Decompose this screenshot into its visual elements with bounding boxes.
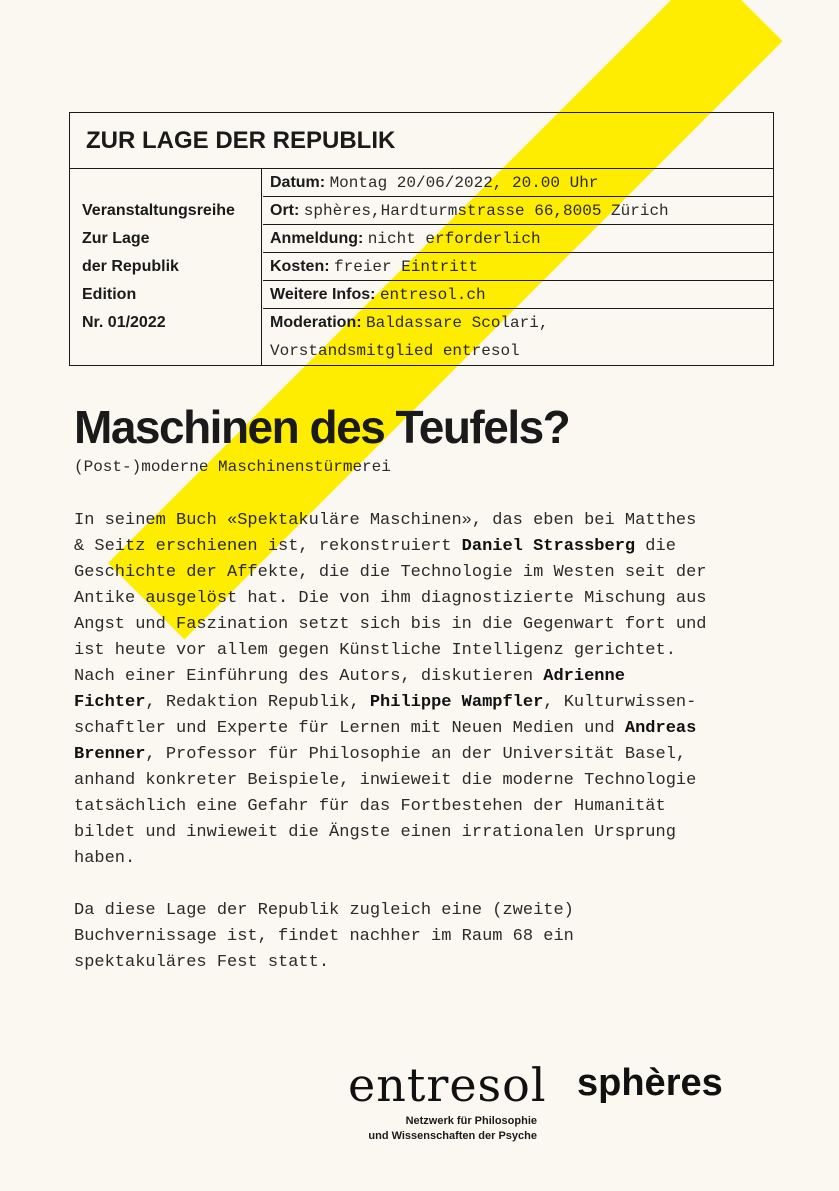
person-name: Philippe Wampfler bbox=[369, 693, 544, 712]
row-more-info bbox=[263, 281, 773, 309]
body-line: Nach einer Einführung des Autors, diskutieren Adrienne bbox=[74, 667, 625, 686]
person-name: Adrienne bbox=[543, 667, 625, 686]
body-line: spektakuläres Fest statt. bbox=[74, 953, 330, 972]
tagline-line: Netzwerk für Philosophie bbox=[405, 1115, 537, 1127]
row-moderation bbox=[263, 309, 773, 365]
row-date bbox=[263, 169, 773, 197]
row-cost bbox=[263, 253, 773, 281]
body-line: Antike ausgelöst hat. Die von ihm diagnostizierte Mischung aus bbox=[74, 589, 707, 608]
registration-value: nicht erforderlich bbox=[367, 230, 541, 248]
registration-label: Anmeldung: bbox=[270, 230, 364, 247]
headline: Maschinen des Teufels? bbox=[74, 401, 570, 453]
body-line: anhand konkreter Beispiele, inwieweit die moderne Technologie bbox=[74, 771, 697, 790]
body-line: Geschichte der Affekte, die die Technologie im Westen seit der bbox=[74, 563, 707, 582]
body-line: Angst und Faszination setzt sich bis in die Gegenwart fort und bbox=[74, 615, 707, 634]
location-label: Ort: bbox=[270, 202, 300, 219]
body-line: tatsächlich eine Gefahr für das Fortbestehen der Humanität bbox=[74, 797, 666, 816]
paragraph-1 bbox=[74, 508, 786, 872]
row-registration bbox=[263, 225, 773, 253]
series-line: Veranstaltungsreihe bbox=[82, 202, 235, 219]
body-line: Brenner, Professor für Philosophie an der Universität Basel, bbox=[74, 745, 687, 764]
moderation-value: Baldassare Scolari, bbox=[366, 314, 549, 332]
body-line: & Seitz erschienen ist, rekonstruiert Daniel Strassberg die bbox=[74, 537, 676, 556]
event-details bbox=[263, 169, 773, 365]
person-name: Fichter bbox=[74, 693, 146, 712]
date-value: Montag 20/06/2022, 20.00 Uhr bbox=[329, 174, 599, 192]
row-location bbox=[263, 197, 773, 225]
body-line: In seinem Buch «Spektakuläre Maschinen», das eben bei Matthes bbox=[74, 511, 697, 530]
body-line: Fichter, Redaktion Republik, Philippe Wampfler, Kulturwissen- bbox=[74, 693, 697, 712]
series-title: ZUR LAGE DER REPUBLIK bbox=[70, 113, 773, 169]
series-edition bbox=[70, 169, 262, 365]
body-line: ist heute vor allem gegen Künstliche Intelligenz gerichtet. bbox=[74, 641, 676, 660]
entresol-logo: entresol bbox=[348, 1058, 547, 1112]
person-name: Daniel Strassberg bbox=[461, 537, 636, 556]
series-line: der Republik bbox=[82, 258, 179, 275]
body-line: schaftler und Experte für Lernen mit Neuen Medien und Andreas bbox=[74, 719, 697, 738]
series-line: Zur Lage bbox=[82, 230, 150, 247]
subtitle: (Post-)moderne Maschinenstürmerei bbox=[74, 458, 391, 476]
series-line: Nr. 01/2022 bbox=[82, 314, 166, 331]
entresol-tagline bbox=[368, 1114, 537, 1144]
event-info-box bbox=[69, 112, 774, 366]
moderation-label: Moderation: bbox=[270, 314, 362, 331]
date-label: Datum: bbox=[270, 174, 326, 191]
more-info-link[interactable]: entresol.ch bbox=[379, 286, 486, 304]
moderation-value-line2: Vorstandsmitglied entresol bbox=[270, 342, 520, 360]
tagline-line: und Wissenschaften der Psyche bbox=[368, 1130, 537, 1142]
more-info-label: Weitere Infos: bbox=[270, 286, 376, 303]
person-name: Brenner bbox=[74, 745, 146, 764]
paragraph-2 bbox=[74, 898, 786, 976]
series-line: Edition bbox=[82, 286, 137, 303]
person-name: Andreas bbox=[624, 719, 697, 738]
cost-value: freier Eintritt bbox=[334, 258, 479, 276]
spheres-logo: sphères bbox=[577, 1062, 723, 1104]
body-line: Da diese Lage der Republik zugleich eine (zweite) bbox=[74, 901, 574, 920]
location-value: sphères,Hardturmstrasse 66,8005 Zürich bbox=[303, 202, 669, 220]
body-line: haben. bbox=[74, 849, 136, 868]
body-line: Buchvernissage ist, findet nachher im Raum 68 ein bbox=[74, 927, 574, 946]
cost-label: Kosten: bbox=[270, 258, 330, 275]
body-text bbox=[74, 508, 786, 976]
body-line: bildet und inwieweit die Ängste einen irrationalen Ursprung bbox=[74, 823, 676, 842]
